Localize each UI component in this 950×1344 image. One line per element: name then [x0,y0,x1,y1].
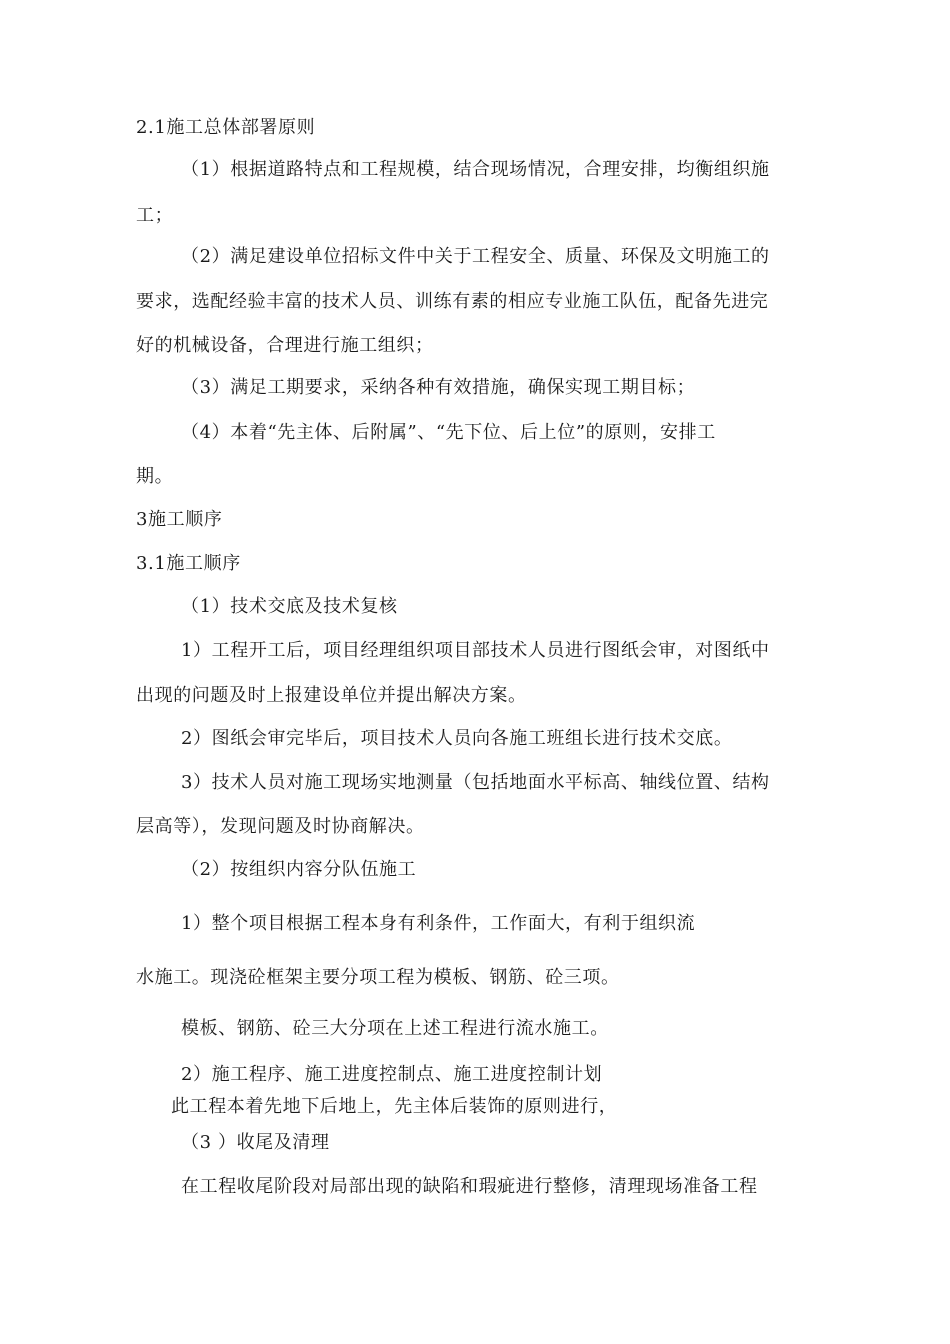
paragraph-line: 2）施工程序、施工进度控制点、施工进度控制计划 [181,1064,603,1085]
paragraph-line: （1）根据道路特点和工程规模，结合现场情况，合理安排，均衡组织施 [181,159,770,180]
paragraph-line: 2）图纸会审完毕后，项目技术人员向各施工班组长进行技术交底。 [181,728,733,749]
section-heading-2-1: 2.1施工总体部署原则 [136,117,316,138]
section-heading-3-1: 3.1施工顺序 [136,553,241,574]
paragraph-line: 模板、钢筋、砼三大分项在上述工程进行流水施工。 [181,1018,609,1039]
paragraph-line: （4）本着“先主体、后附属”、“先下位、后上位”的原则，安排工 [181,422,716,443]
paragraph-line: 工； [136,205,174,226]
paragraph-line: 在工程收尾阶段对局部出现的缺陷和瑕疵进行整修，清理现场准备工程 [181,1176,758,1197]
paragraph-line: 水施工。现浇砼框架主要分项工程为模板、钢筋、砼三项。 [136,967,620,988]
paragraph-line: （2）满足建设单位招标文件中关于工程安全、质量、环保及文明施工的 [181,246,770,267]
subheading-3: （3 ）收尾及清理 [181,1132,330,1153]
paragraph-line: 1）整个项目根据工程本身有利条件，工作面大，有利于组织流 [181,913,696,934]
paragraph-line: 层高等），发现问题及时协商解决。 [136,816,425,837]
paragraph-line: 1）工程开工后，项目经理组织项目部技术人员进行图纸会审，对图纸中 [181,640,770,661]
paragraph-line: 此工程本着先地下后地上，先主体后装饰的原则进行， [171,1096,618,1117]
paragraph-line: 出现的问题及时上报建设单位并提出解决方案。 [136,685,527,706]
paragraph-line: 要求，选配经验丰富的技术人员、训练有素的相应专业施工队伍，配备先进完 [136,291,769,312]
paragraph-line: 3）技术人员对施工现场实地测量（包括地面水平标高、轴线位置、结构 [181,772,770,793]
paragraph-line: 好的机械设备，合理进行施工组织； [136,335,434,356]
section-heading-3: 3施工顺序 [136,509,223,530]
paragraph-line: （3）满足工期要求，采纳各种有效措施，确保实现工期目标； [181,377,696,398]
subheading-2: （2）按组织内容分队伍施工 [181,859,417,880]
paragraph-line: 期。 [136,466,174,487]
subheading-1: （1）技术交底及技术复核 [181,596,398,617]
